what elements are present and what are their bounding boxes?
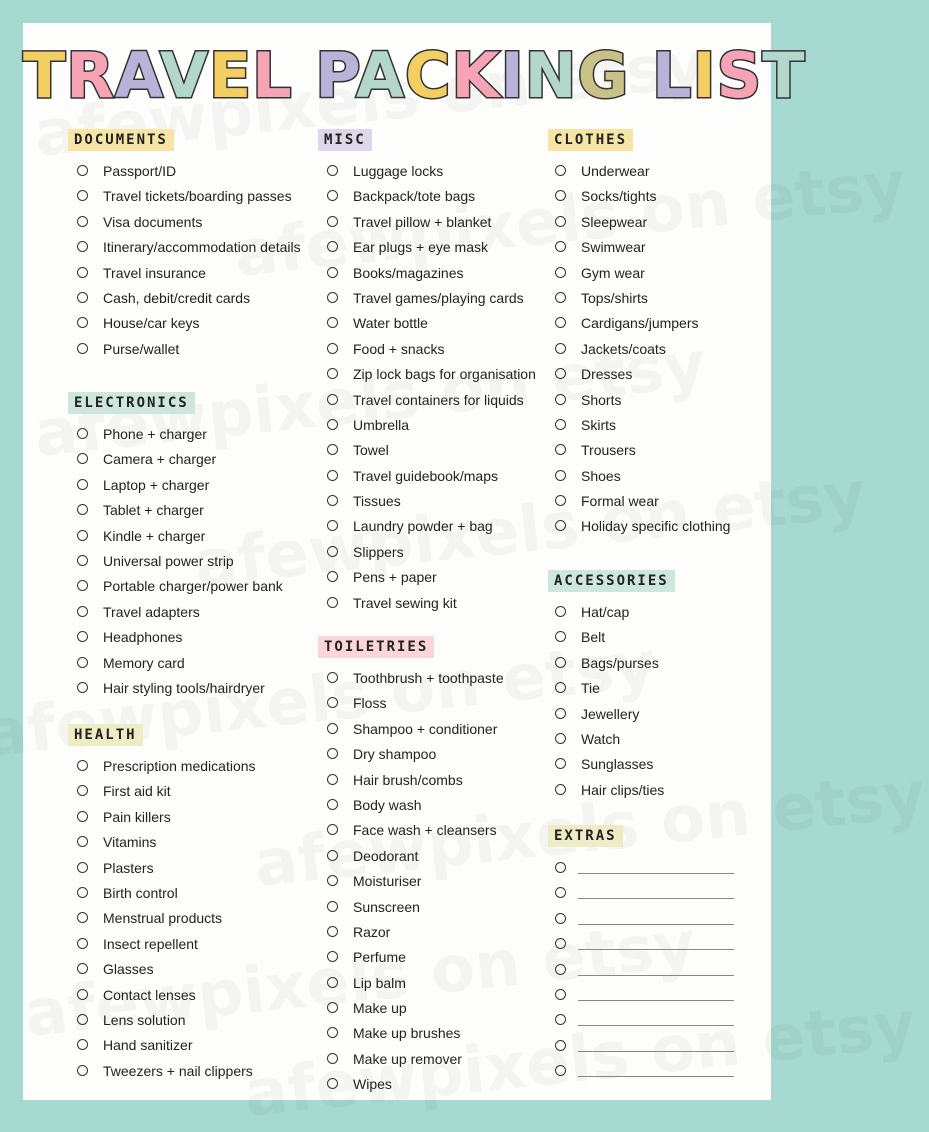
checkbox-circle-icon[interactable]: [77, 682, 88, 693]
title-letter: K: [451, 39, 501, 112]
checkbox-circle-icon[interactable]: [555, 964, 566, 975]
checklist-item-label: Lens solution: [103, 1011, 186, 1028]
checkbox-circle-icon[interactable]: [77, 292, 88, 303]
checklist-item-label: Travel containers for liquids: [353, 391, 524, 408]
checkbox-circle-icon[interactable]: [555, 682, 566, 693]
checklist-item-label: Luggage locks: [353, 163, 444, 179]
checkbox-circle-icon[interactable]: [327, 241, 338, 252]
checkbox-circle-icon[interactable]: [327, 977, 338, 988]
checklist-item-label: Pens + paper: [353, 569, 437, 586]
checkbox-circle-icon[interactable]: [77, 631, 88, 642]
write-in-line[interactable]: [578, 1051, 734, 1052]
checklist-item-label: Food + snacks: [353, 340, 445, 357]
checkbox-circle-icon[interactable]: [555, 657, 566, 668]
checkbox-circle-icon[interactable]: [327, 571, 338, 582]
checkbox-circle-icon[interactable]: [77, 1039, 88, 1050]
checklist-item-label: Bags/purses: [581, 654, 659, 671]
checkbox-circle-icon[interactable]: [327, 470, 338, 481]
write-in-line[interactable]: [578, 873, 734, 874]
title-letter: R: [66, 39, 116, 112]
checkbox-circle-icon[interactable]: [327, 774, 338, 785]
write-in-line[interactable]: [578, 1076, 734, 1077]
checkbox-circle-icon[interactable]: [77, 862, 88, 873]
checkbox-circle-icon[interactable]: [77, 428, 88, 439]
checklist-item-label: Passport/ID: [103, 163, 177, 179]
checkbox-circle-icon[interactable]: [555, 862, 566, 873]
checklist-item-label: Pain killers: [103, 808, 171, 825]
checkbox-circle-icon[interactable]: [555, 989, 566, 1000]
title-letter: A: [356, 39, 406, 112]
section-label-documents: DOCUMENTS: [68, 129, 174, 151]
checklist-item-label: Menstrual products: [103, 910, 223, 927]
checkbox-circle-icon[interactable]: [77, 241, 88, 252]
checklist-item-label: Hand sanitizer: [103, 1037, 193, 1054]
checklist-item-label: Jackets/coats: [581, 340, 666, 357]
checklist-item-label: Dresses: [581, 366, 633, 383]
write-in-line[interactable]: [578, 975, 734, 976]
checkbox-circle-icon[interactable]: [77, 317, 88, 328]
section-label-toiletries: TOILETRIES: [318, 636, 434, 658]
checkbox-circle-icon[interactable]: [555, 938, 566, 949]
checklist-item-label: Underwear: [581, 163, 650, 179]
title-letter: N: [524, 39, 578, 112]
checkbox-circle-icon[interactable]: [555, 292, 566, 303]
checkbox-circle-icon[interactable]: [77, 657, 88, 668]
checklist-item-label: Wipes: [353, 1076, 392, 1093]
checklist-item-label: Zip lock bags for organisation: [353, 366, 536, 383]
checklist-item-label: Tie: [581, 680, 600, 697]
checkbox-circle-icon[interactable]: [77, 1014, 88, 1025]
checklist-item-label: Umbrella: [353, 416, 410, 433]
checkbox-circle-icon[interactable]: [555, 495, 566, 506]
checklist-item-label: Hair styling tools/hairdryer: [103, 679, 265, 696]
checkbox-circle-icon[interactable]: [77, 479, 88, 490]
checklist-item-label: Travel adapters: [103, 603, 200, 620]
checklist-item-label: Slippers: [353, 543, 404, 560]
write-in-line[interactable]: [578, 1025, 734, 1026]
checklist-item-label: Insect repellent: [103, 935, 198, 952]
checklist-item-label: Visa documents: [103, 213, 203, 230]
checklist-item-label: Hat/cap: [581, 604, 630, 620]
checkbox-circle-icon[interactable]: [77, 504, 88, 515]
checkbox-circle-icon[interactable]: [77, 811, 88, 822]
checkbox-circle-icon[interactable]: [327, 901, 338, 912]
checkbox-circle-icon[interactable]: [327, 723, 338, 734]
checklist-item-label: Travel tickets/boarding passes: [103, 188, 292, 205]
checkbox-circle-icon[interactable]: [555, 267, 566, 278]
checkbox-circle-icon[interactable]: [77, 453, 88, 464]
write-in-line[interactable]: [578, 898, 734, 899]
checklist-item-label: Floss: [353, 695, 387, 712]
checklist-item-label: Body wash: [353, 796, 422, 813]
checkbox-circle-icon[interactable]: [327, 875, 338, 886]
title-letter: L: [652, 39, 693, 112]
checklist-item-label: Laptop + charger: [103, 476, 210, 493]
checklist-item-label: Swimwear: [581, 239, 646, 256]
checkbox-circle-icon[interactable]: [77, 190, 88, 201]
checklist-item-label: Kindle + charger: [103, 527, 206, 544]
checkbox-circle-icon[interactable]: [327, 748, 338, 759]
checklist-item-label: Plasters: [103, 859, 154, 876]
section-label-clothes: CLOTHES: [548, 129, 633, 151]
checkbox-circle-icon[interactable]: [555, 1014, 566, 1025]
checkbox-circle-icon[interactable]: [555, 708, 566, 719]
title-letter: P: [315, 39, 357, 112]
title-letter: G: [577, 39, 630, 112]
checklist-item-label: Towel: [353, 442, 389, 459]
checkbox-circle-icon[interactable]: [327, 444, 338, 455]
checkbox-circle-icon[interactable]: [77, 165, 88, 176]
checklist-item-label: Shoes: [581, 467, 621, 484]
checklist-item-label: Portable charger/power bank: [103, 578, 283, 595]
checklist-item-label: Perfume: [353, 949, 406, 966]
checkbox-circle-icon[interactable]: [77, 887, 88, 898]
checklist-item-label: Travel sewing kit: [353, 594, 457, 611]
checkbox-circle-icon[interactable]: [77, 760, 88, 771]
checkbox-circle-icon[interactable]: [555, 165, 566, 176]
section-label-electronics: ELECTRONICS: [68, 392, 195, 414]
checkbox-circle-icon[interactable]: [327, 951, 338, 962]
checklist-item-label: Trousers: [581, 442, 636, 459]
title-letter: A: [115, 39, 160, 112]
checkbox-circle-icon[interactable]: [327, 495, 338, 506]
checkbox-circle-icon[interactable]: [555, 444, 566, 455]
checkbox-circle-icon[interactable]: [327, 824, 338, 835]
checkbox-circle-icon[interactable]: [555, 317, 566, 328]
checkbox-circle-icon[interactable]: [555, 520, 566, 531]
checklist-item-label: Holiday specific clothing: [581, 518, 731, 535]
checkbox-circle-icon[interactable]: [77, 938, 88, 949]
checklist-item-label: Razor: [353, 923, 391, 940]
section-label-accessories: ACCESSORIES: [548, 570, 675, 592]
title-letter: I: [500, 39, 525, 112]
checkbox-circle-icon[interactable]: [77, 343, 88, 354]
checkbox-circle-icon[interactable]: [327, 850, 338, 861]
checklist-item-label: Make up brushes: [353, 1025, 461, 1042]
checklist-item-label: Lip balm: [353, 974, 406, 991]
checkbox-circle-icon[interactable]: [555, 368, 566, 379]
checklist-sheet: [23, 23, 806, 1100]
checkbox-circle-icon[interactable]: [327, 1078, 338, 1089]
checklist-item-label: Phone + charger: [103, 426, 207, 442]
checkbox-circle-icon[interactable]: [77, 216, 88, 227]
checkbox-circle-icon[interactable]: [555, 419, 566, 430]
checkbox-circle-icon[interactable]: [327, 546, 338, 557]
checklist-item-label: Vitamins: [103, 834, 157, 851]
checklist-item-label: Camera + charger: [103, 451, 217, 468]
page-title: [23, 39, 806, 112]
checkbox-circle-icon[interactable]: [327, 317, 338, 328]
checkbox-circle-icon[interactable]: [555, 913, 566, 924]
checkbox-circle-icon[interactable]: [77, 1065, 88, 1076]
checkbox-circle-icon[interactable]: [327, 799, 338, 810]
write-in-line[interactable]: [578, 924, 734, 925]
checkbox-circle-icon[interactable]: [327, 520, 338, 531]
checklist-item-label: Backpack/tote bags: [353, 188, 476, 205]
checkbox-circle-icon[interactable]: [327, 165, 338, 176]
title-letter: T: [762, 39, 806, 112]
checkbox-circle-icon[interactable]: [327, 394, 338, 405]
checklist-item-label: Prescription medications: [103, 758, 256, 774]
section-label-misc: MISC: [318, 129, 372, 151]
checklist-item-label: Formal wear: [581, 493, 659, 510]
checkbox-circle-icon[interactable]: [77, 836, 88, 847]
checklist-item-label: House/car keys: [103, 315, 200, 332]
checklist-item-label: Shampoo + conditioner: [353, 720, 498, 737]
checklist-item-label: Travel games/playing cards: [353, 289, 524, 306]
checkbox-circle-icon[interactable]: [327, 419, 338, 430]
checklist-item-label: Toothbrush + toothpaste: [353, 670, 504, 686]
checklist-item-label: First aid kit: [103, 783, 171, 800]
section-label-health: HEALTH: [68, 724, 143, 746]
title-letter: S: [716, 39, 763, 112]
checklist-item-label: Watch: [581, 730, 621, 747]
checkbox-circle-icon[interactable]: [327, 216, 338, 227]
checklist-item-label: Tops/shirts: [581, 289, 648, 306]
title-letter: [629, 39, 652, 112]
checkbox-circle-icon[interactable]: [555, 343, 566, 354]
title-letter: T: [23, 39, 67, 112]
checkbox-circle-icon[interactable]: [327, 926, 338, 937]
checkbox-circle-icon[interactable]: [327, 672, 338, 683]
checklist-item-label: Sleepwear: [581, 213, 648, 230]
checkbox-circle-icon[interactable]: [555, 631, 566, 642]
checklist-item-label: Deodorant: [353, 847, 419, 864]
checkbox-circle-icon[interactable]: [77, 963, 88, 974]
checklist-item-label: Make up: [353, 1000, 407, 1017]
checklist-item-label: Skirts: [581, 416, 616, 433]
checklist-item-label: Moisturiser: [353, 873, 422, 890]
checkbox-circle-icon[interactable]: [555, 887, 566, 898]
checkbox-circle-icon[interactable]: [327, 1027, 338, 1038]
checklist-item-label: Tablet + charger: [103, 502, 204, 519]
title-letter: C: [405, 39, 452, 112]
checkbox-circle-icon[interactable]: [327, 267, 338, 278]
title-letter: [293, 39, 316, 112]
title-letter: I: [692, 39, 717, 112]
checklist-item-label: Travel insurance: [103, 264, 206, 281]
checklist-item-label: Gym wear: [581, 264, 645, 281]
checklist-item-label: Sunscreen: [353, 898, 420, 915]
checklist-item-label: Headphones: [103, 629, 183, 646]
checklist-item-label: Memory card: [103, 654, 185, 671]
section-label-extras: EXTRAS: [548, 825, 623, 847]
title-letter: E: [208, 39, 253, 112]
checkbox-circle-icon[interactable]: [555, 394, 566, 405]
checklist-item-label: Birth control: [103, 884, 178, 901]
title-letter: V: [159, 39, 209, 112]
checkbox-circle-icon[interactable]: [77, 989, 88, 1000]
checkbox-circle-icon[interactable]: [77, 606, 88, 617]
checklist-item-label: Face wash + cleansers: [353, 822, 497, 839]
checklist-item-label: Contact lenses: [103, 986, 196, 1003]
checklist-item-label: Shorts: [581, 391, 622, 408]
checkbox-circle-icon[interactable]: [555, 190, 566, 201]
write-in-line[interactable]: [578, 949, 734, 950]
checklist-item-label: Make up remover: [353, 1050, 462, 1067]
checklist-item-label: Socks/tights: [581, 188, 657, 205]
checkbox-circle-icon[interactable]: [77, 555, 88, 566]
checkbox-circle-icon[interactable]: [77, 530, 88, 541]
checklist-item-label: Cardigans/jumpers: [581, 315, 699, 332]
checkbox-circle-icon[interactable]: [555, 241, 566, 252]
checklist-item-label: Itinerary/accommodation details: [103, 239, 301, 256]
checkbox-circle-icon[interactable]: [555, 784, 566, 795]
checkbox-circle-icon[interactable]: [77, 912, 88, 923]
checkbox-circle-icon[interactable]: [327, 368, 338, 379]
checklist-item-label: Cash, debit/credit cards: [103, 289, 251, 306]
checklist-item-label: Travel guidebook/maps: [353, 467, 499, 484]
checklist-item-label: Jewellery: [581, 705, 640, 722]
checklist-item-label: Travel pillow + blanket: [353, 213, 492, 230]
checklist-item-label: Tweezers + nail clippers: [103, 1062, 253, 1079]
title-letter: L: [252, 39, 293, 112]
checklist-item-label: Sunglasses: [581, 756, 654, 773]
checklist-item-label: Glasses: [103, 961, 154, 978]
checklist-item-label: Books/magazines: [353, 264, 464, 281]
checklist-item-label: Laundry powder + bag: [353, 518, 493, 535]
checklist-item-label: Belt: [581, 629, 606, 646]
checkbox-circle-icon[interactable]: [327, 697, 338, 708]
checkbox-circle-icon[interactable]: [77, 785, 88, 796]
checklist-item-label: Purse/wallet: [103, 340, 180, 357]
checkbox-circle-icon[interactable]: [327, 597, 338, 608]
checkbox-circle-icon[interactable]: [555, 216, 566, 227]
checklist-item-label: Hair brush/combs: [353, 771, 463, 788]
checkbox-circle-icon[interactable]: [77, 267, 88, 278]
checklist-item-label: Hair clips/ties: [581, 781, 665, 798]
checkbox-circle-icon[interactable]: [555, 758, 566, 769]
checkbox-circle-icon[interactable]: [555, 606, 566, 617]
write-in-line[interactable]: [578, 1000, 734, 1001]
checkbox-circle-icon[interactable]: [555, 1065, 566, 1076]
checkbox-circle-icon[interactable]: [77, 580, 88, 591]
checkbox-circle-icon[interactable]: [555, 470, 566, 481]
checklist-item-label: Universal power strip: [103, 552, 234, 569]
checklist-item-label: Dry shampoo: [353, 746, 437, 763]
checkbox-circle-icon[interactable]: [555, 733, 566, 744]
checkbox-circle-icon[interactable]: [327, 292, 338, 303]
checkbox-circle-icon[interactable]: [327, 190, 338, 201]
checkbox-circle-icon[interactable]: [327, 343, 338, 354]
checklist-item-label: Ear plugs + eye mask: [353, 239, 489, 256]
checklist-item-label: Tissues: [353, 493, 401, 510]
checkbox-circle-icon[interactable]: [327, 1053, 338, 1064]
checkbox-circle-icon[interactable]: [555, 1040, 566, 1051]
checkbox-circle-icon[interactable]: [327, 1002, 338, 1013]
checklist-item-label: Water bottle: [353, 315, 428, 332]
